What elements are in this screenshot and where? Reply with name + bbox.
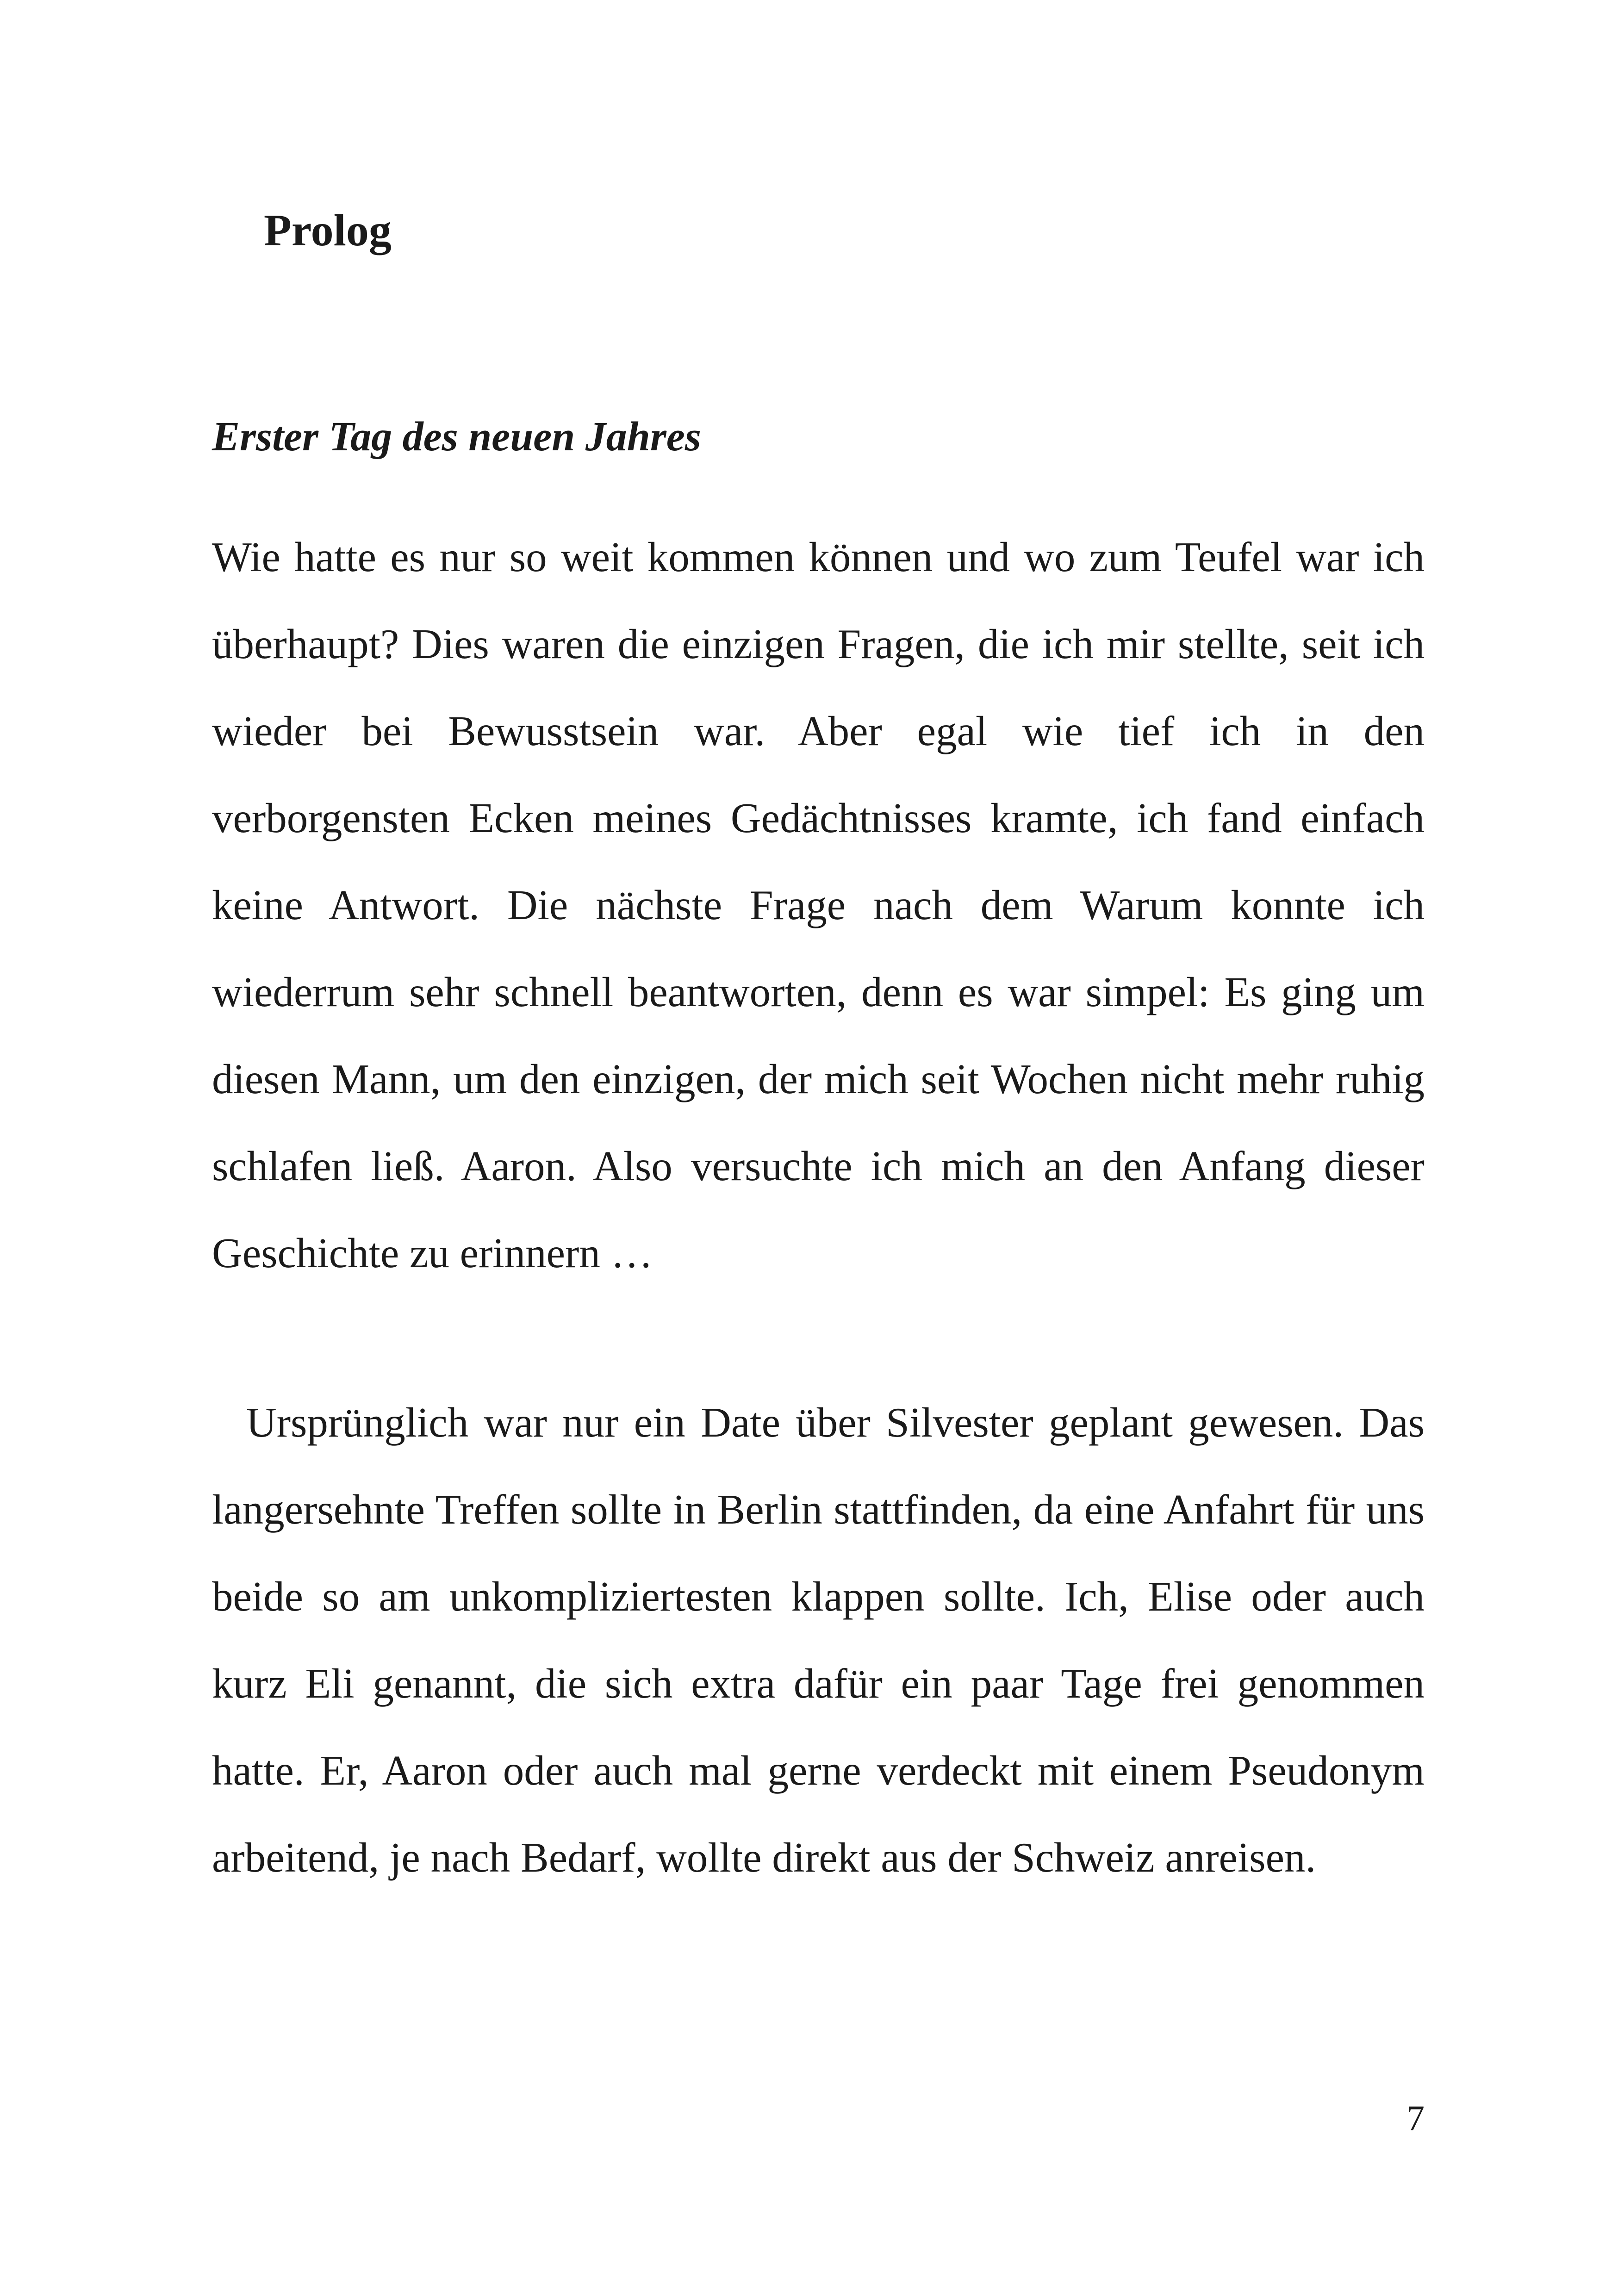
page-number: 7 bbox=[1406, 2098, 1425, 2138]
paragraph-1: Wie hatte es nur so weit kommen können und wo zum Teufel war ich überhaupt? Dies waren die einzigen Fragen, die ich mir stellte, seit ich wieder bei Bewusstsein war. Aber egal wie tief ich in den verborgensten Ecken meines Gedächtnisses kramte, ich fand einfach keine Antwort. Die nächste Frage nach dem Warum konnte ich wiederrum sehr schnell beantworten, denn es war simpel: Es ging um diesen Mann, um den einzigen, der mich seit Wochen nicht mehr ruhig schlafen ließ. Aaron. Also versuchte ich mich an den Anfang dieser Geschichte zu erinnern … bbox=[212, 534, 1425, 1276]
paragraph-2: Ursprünglich war nur ein Date über Silvester geplant gewesen. Das langersehnte Treffen sollte in Berlin stattfinden, da eine Anfahrt für uns beide so am unkompliziertesten klappen sollte. Ich, Elise oder auch kurz Eli genannt, die sich extra dafür ein paar Tage frei genommen hatte. Er, Aaron oder auch mal gerne verdeckt mit einem Pseudonym arbeitend, je nach Bedarf, wollte direkt aus der Schweiz anreisen. bbox=[212, 1399, 1425, 1881]
chapter-subtitle: Erster Tag des neuen Jahres bbox=[212, 414, 701, 460]
chapter-title: Prolog bbox=[264, 205, 392, 255]
